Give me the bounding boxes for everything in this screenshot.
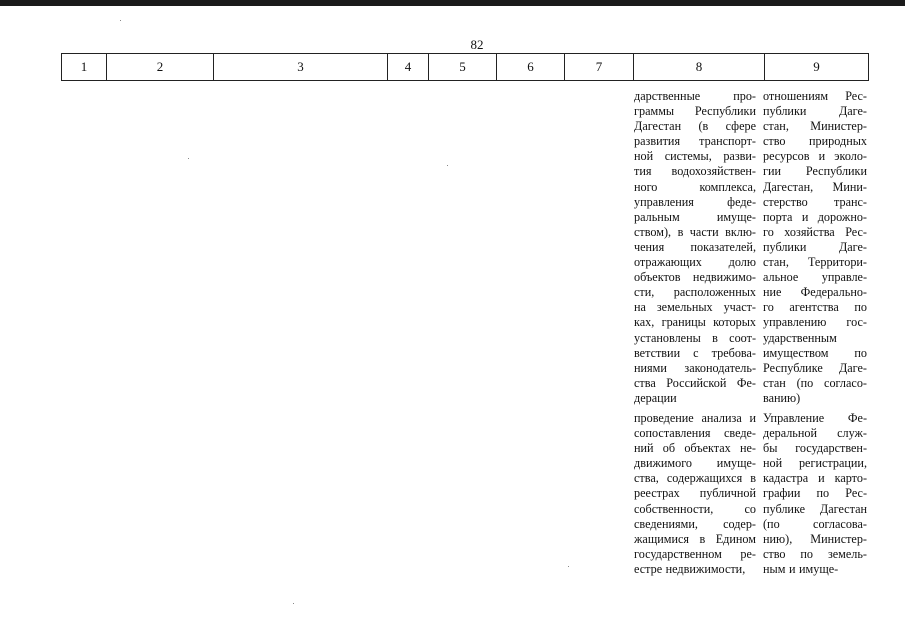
text-line: публики Даге- [763, 104, 867, 119]
scan-top-edge [0, 0, 905, 6]
text-line: развития транспорт- [634, 134, 756, 149]
text-line: нию), Министер- [763, 531, 867, 546]
header-cell-9: 9 [765, 54, 869, 81]
text-line: отношениям Рес- [763, 89, 867, 103]
text-line: ства, содержащихся в [634, 471, 756, 486]
text-line: кадастра и карто- [763, 471, 867, 486]
text-line: порта и дорожно- [763, 209, 867, 224]
text-line: ство по земель- [763, 546, 867, 561]
text-line: собственности, со [634, 501, 756, 516]
header-cell-5: 5 [429, 54, 497, 81]
page-number: 82 [470, 37, 484, 52]
scan-speck [120, 20, 121, 21]
text-line: ного комплекса, [634, 179, 756, 194]
text-line: гии Республики [763, 164, 867, 179]
text-line: ства Российской Фе- [634, 375, 756, 390]
text-line: Дагестан, Мини- [763, 179, 867, 194]
text-line: ной регистрации, [763, 456, 867, 471]
text-line: графии по Рес- [763, 486, 867, 501]
text-line: ство природных [763, 134, 867, 149]
scan-speck [293, 603, 294, 604]
text-line: ральным имуще- [634, 209, 756, 224]
text-line: ресурсов и эколо- [763, 149, 867, 164]
header-cell-6: 6 [497, 54, 565, 81]
text-line: имуществом по [763, 345, 867, 360]
text-line: отражающих долю [634, 255, 756, 270]
text-line: стерство транс- [763, 194, 867, 209]
text-line: Управление Фе- [763, 411, 867, 425]
entry-1-responsible-text [763, 89, 867, 406]
text-line: стан, Министер- [763, 119, 867, 134]
text-line: на земельных участ- [634, 300, 756, 315]
text-line: альное управле- [763, 270, 867, 285]
text-line: проведение анализа и [634, 411, 756, 425]
text-line: жащимися в Едином [634, 531, 756, 546]
header-cell-1: 1 [62, 54, 107, 81]
header-cell-2: 2 [107, 54, 214, 81]
scan-speck [188, 158, 189, 159]
text-line: Дагестан (в сфере [634, 119, 756, 134]
text-line: публики Даге- [763, 239, 867, 254]
text-line: сведениями, содер- [634, 516, 756, 531]
header-cell-7: 7 [565, 54, 634, 81]
text-line: го хозяйства Рес- [763, 224, 867, 239]
entry-2-responsible-text [763, 411, 867, 577]
text-line: тия водохозяйствен- [634, 164, 756, 179]
text-line: (по согласова- [763, 516, 867, 531]
text-line: стан (по согласо- [763, 375, 867, 390]
text-line: граммы Республики [634, 104, 756, 119]
text-line: стан, Территори- [763, 255, 867, 270]
text-line: дерации [634, 390, 677, 405]
scan-speck [568, 566, 569, 567]
text-line: ной системы, разви- [634, 149, 756, 164]
header-cell-3: 3 [214, 54, 388, 81]
text-line: установлены в соот- [634, 330, 756, 345]
text-line: ветствии с требова- [634, 345, 756, 360]
scan-speck [447, 165, 448, 166]
text-line: го агентства по [763, 300, 867, 315]
text-line: публике Дагестан [763, 501, 867, 516]
text-line: сопоставления сведе- [634, 426, 756, 441]
text-line: Республике Даге- [763, 360, 867, 375]
text-line: ние Федерально- [763, 285, 867, 300]
text-line: деральной служ- [763, 426, 867, 441]
text-line: сти, расположенных [634, 285, 756, 300]
header-cell-4: 4 [388, 54, 429, 81]
text-line: движимого имуще- [634, 456, 756, 471]
header-row [62, 54, 869, 81]
text-line: дарственные про- [634, 89, 756, 103]
text-line: ний об объектах не- [634, 441, 756, 456]
text-line: реестрах публичной [634, 486, 756, 501]
text-line: естре недвижимости, [634, 561, 746, 576]
header-cell-8: 8 [634, 54, 765, 81]
text-line: ванию) [763, 390, 801, 405]
column-number-header [61, 53, 869, 81]
entry-2-measure-text [634, 411, 756, 577]
text-line: управления феде- [634, 194, 756, 209]
text-line: ниями законодатель- [634, 360, 756, 375]
text-line: ством), в части вклю- [634, 224, 756, 239]
entry-1-measure-text [634, 89, 756, 406]
text-line: государственном ре- [634, 546, 756, 561]
text-line: ударственным [763, 330, 837, 345]
text-line: ках, границы которых [634, 315, 756, 330]
text-line: объектов недвижимо- [634, 270, 756, 285]
text-line: чения показателей, [634, 239, 756, 254]
text-line: управлению гос- [763, 315, 867, 330]
text-line: бы государствен- [763, 441, 867, 456]
text-line: ным и имуще- [763, 561, 839, 576]
